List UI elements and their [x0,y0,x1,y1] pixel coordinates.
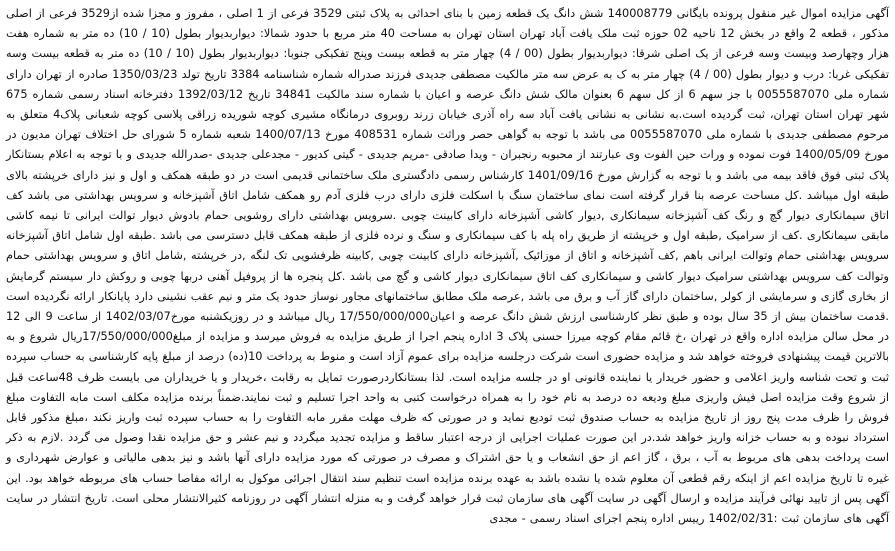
notice-body-text: آگهی مزایده اموال غیر منقول پرونده بایگانی 140008779 شش دانگ یک قطعه زمین با بنای احداثی به پلاک ثبتی 3529 فرعی از 1 اصلی ، مفروز و مجزا شده از3529 فرعی از اصلی مذکور ، قطعه 2 واقع در بخش 12 ناحیه 02 حوزه ثبت ملک یافت آباد تهران استان تهران به مساحت 40 متر مربع با حدود شمالا: دیواربدیوار بطول (10 / 10) ده متر به شماره هفت هزار وچهارصد وبیست وسه فرعی از یک اصلی شرقا: دیواربدیوار بطول (00 / 4) چهار متر به قطعه بیست وپنج تفکیکی جنوبا: دیواربدیوار بطول (10 / 10) ده متر به قطعه بیست وسه تفکیکی غربا: درب و دیوار بطول (00 / 4) چهار متر به ک به عرض سه متر مالکیت مصطفی جدیدی فرزند صدراله شماره شناسنامه 3384 تاریخ تولد 1350/03/23 صادره از تهران دارای شماره ملی 0055587070 با جز سهم 6 از کل سهم 6 بعنوان مالک شش دانگ عرصه و اعیان با شماره سند مالکیت 34841 تاریخ 1392/03/12 دفترخانه اسناد رسمی شماره 675 شهر تهران استان تهران، ثبت گردیده است.به نشانی به نشانی یافت آباد سه راه آذری خیابان زرند روبروی درمانگاه مشیری کوچه شوریده زراقی پلاسی کوچه شعبانی پلاک4 متعلق به مرحوم مصطفی جدیدی با شماره ملی 0055587070 می باشد با توجه به گواهی حصر وراثت شماره 408531 مورخ 1400/07/13 شعبه شماره 5 شورای حل اختلاف تهران مدیون در مورخ 1400/05/09 فوت نموده و ورات حین الفوت وی عبارتند از محبوبه رنجبران - ویدا صادقی -مریم جدیدی - گیتی کدیور - مجدعلی جدیدی -صدرالله جدیدی و با توجه به اعلام بستانکار پلاک ثبتی فوق فاقد بیمه می باشد و با توجه به گزارش مورخ 1401/09/16 کارشناس رسمی دادگستری ملک ساختمانی قدیمی است در دو طبقه همکف و اول و نیز دارای خرپشته بالای طبقه اول میباشد .کل مساحت عرصه بنا قرار گرفته است نمای ساختمان سنگ با اسکلت فلزی دارای درب فلزی آدم رو همکف شامل اتاق آشپزخانه و سرویس بهداشتی می باشد کف اتاق سیمانکاری دیوار گچ و رنگ کف آشپزخانه سیمانکاری ,دیوار کاشی آشپزخانه دارای کابینت چوبی .سرویس بهداشتی دارای روشویی حمام بادوش دیوار توالت ایرانی تا نیمه کاشی مابقی سیمانکاری .کف از سرامیک ,طبقه اول و خرپشته از طریق راه پله با کف سیمانکاری و سنگ و نرده فلزی از طبقه همکف قابل دسترسی می باشد .طبقه اول شامل اتاق آشپزخانه سرویس بهداشتی حمام وتوالت ایرانی باهم ,کف آشپزخانه و اتاق از موزائیک ,آشپزخانه دارای کابینت چوبی ,کابینه ظرفشویی تک لنگه ,در خرپشته ,شامل اتاق و سرویس بهداشتی حمام وتوالت کف سرویس بهداشتی سرامیک دیوار کاشی و سیمانکاری کف اتاق سیمانکاری دیوار کاشی و گچ می باشد .کل پنجره ها از پروفیل آهنی دربها چوبی و روکش دار سیستم گرمایش از بخاری گازی و سرمایشی از کولر ,ساختمان دارای گاز آب و برق می باشد ,عرصه ملک مطابق ساختمانهای مجاور نوساز حدود یک متر و نیم عقب نشینی دارد پایانکار ارائه نگردیده است .قدمت ساختمان بیش از 35 سال بوده و طبق نظر کارشناسی ارزش شش دانگ عرصه و اعیان17/550/000/000 ریال میباشد و در روزیکشنبه مورخ1402/03/07 از ساعت 9 الی 12 در محل سالن مزایده اداره واقع در تهران ،خ قائم مقام کوچه میرزا حسنی پلاک 3 اداره پنجم اجرا از طریق مزایده به فروش میرسد و مزایده از مبلغ17/550/000/000ریال شروع و به بالاترین قیمت پیشنهادی فروخته خواهد شد و مزایده حضوری است شرکت درجلسه مزایده برای عموم آزاد است و منوط به پرداخت 10(ده) درصد از مبلغ پایه کارشناسی به حساب سپرده ثبت و تحت شناسه واریز اعلامی و حضور خریدار یا نماینده قانونی او در جلسه مزایده است. لذا بستانکاردرصورت تمایل به رقابت ،خریدار و یا خریداران می بایست ظرف 48ساعت قبل از شروع وقت مزایده اصل فیش واریزی مبلغ ودیعه ده درصد به نام خود را به همراه درخواست کتبی به واحد اجرا تسلیم و ثبت نمایند.ضمناً برنده مزایده مکلف است مابه التفاوت مبلغ فروش را ظرف مدت پنج روز از تاریخ مزایده به حساب صندوق ثبت تودیع نماید و در صورتی که ظرف مهلت مقرر مابه التفاوت را به حساب سپرده ثبت واریز نکند ،مبلغ مذکور قابل استرداد نبوده و به حساب خزانه واریز خواهد شد.در این صورت عملیات اجرایی از درجه اعتبار ساقط و مزایده تجدید میگردد و نیم عشر و حق مزایده نقدا وصول می گردد .لازم به ذکر است پرداخت بدهی های مربوط به آب ، برق ، گاز اعم از حق انشعاب و یا حق اشتراک و مصرف در صورتی که مورد مزایده دارای آنها باشد و نیز بدهی مالیاتی و عوارض شهرداری و غیره تا تاریخ مزایده اعم از اینکه رقم قطعی آن معلوم شده یا نشده باشد به عهده برنده مزایده است تنظیم سند انتقال اجرائی موکول به ارائه مفاصا حساب های مربوطه خواهد بود. این آگهی پس از تایید نهائی فرآیند مزایده و ارسال آگهی در سایت آگهی های سازمان ثبت قرار خواهد گرفت و به منزله انتشار آگهی در روزنامه کثیرالانتشار محلی است. تاریخ انتشار در سایت آگهی های سازمان ثبت :1402/02/31 رییس اداره پنجم اجرای اسناد رسمی - مجدی [6,7,890,526]
